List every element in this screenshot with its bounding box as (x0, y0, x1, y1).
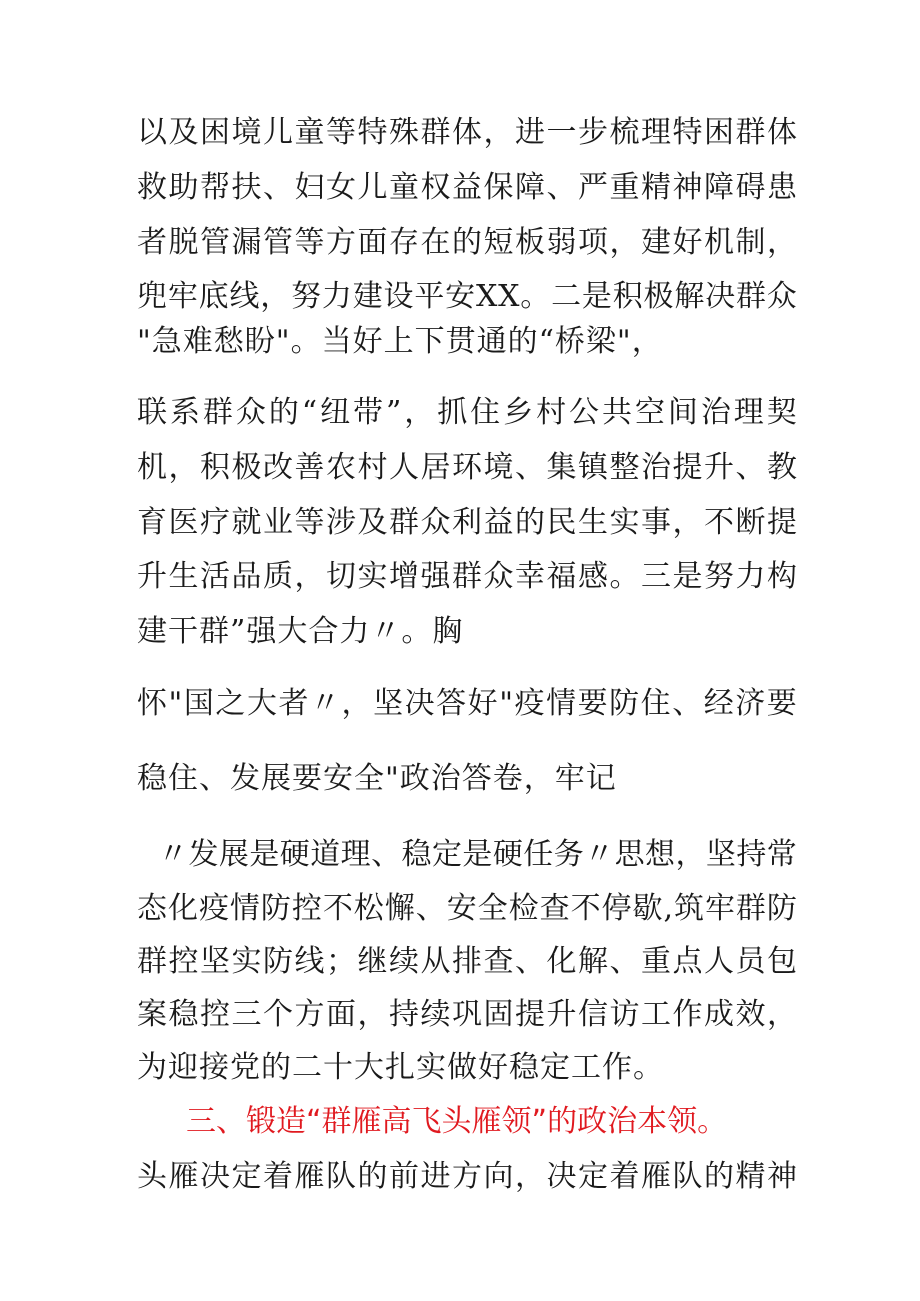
paragraph-line: 建干群”强大合力〃。胸 (137, 614, 464, 649)
paragraph-line: 〃 发 展 是 硬 道 理 、 稳 定 是 硬 任 务 〃 思 想 ， 坚 持 常 (158, 837, 797, 872)
paragraph-line: 头 雁 决 定 着 雁 队 的 前 进 方 向 ， 决 定 着 雁 队 的 精 神 (137, 1159, 797, 1194)
paragraph-line: 机 ， 积 极 改 善 农 村 人 居 环 境 、 集 镇 整 治 提 升 、 教 (137, 450, 797, 485)
paragraph-line: 兜 牢 底 线 ， 努 力 建 设 平 安 X X 。 二 是 积 极 解 决 群 众 (137, 279, 797, 314)
section-heading: 三、锻造“群雁高飞头雁领”的政治本领。 (186, 1104, 728, 1139)
paragraph-line: 救 助 帮 扶 、 妇 女 儿 童 权 益 保 障 、 严 重 精 神 障 碍 患 (137, 170, 797, 205)
paragraph-line: 怀 " 国 之 大 者 〃 ， 坚 决 答 好 " 疫 情 要 防 住 、 经 济 要 (137, 686, 797, 721)
paragraph-line: 者 脱 管 漏 管 等 方 面 存 在 的 短 板 弱 项 ， 建 好 机 制 ， (137, 225, 797, 260)
paragraph-line: 稳住、发展要安全"政治答卷，牢记 (137, 761, 617, 796)
paragraph-line: 以 及 困 境 儿 童 等 特 殊 群 体 ， 进 一 步 梳 理 特 困 群 体 (137, 115, 797, 150)
paragraph-line: 升 生 活 品 质 ， 切 实 增 强 群 众 幸 福 感 。 三 是 努 力 构 (137, 559, 797, 594)
paragraph-line: 联 系 群 众 的 “ 纽 带 ” ， 抓 住 乡 村 公 共 空 间 治 理 契 (137, 395, 797, 430)
paragraph-line: "急难愁盼"。当好上下贯通的“桥梁"， (137, 324, 663, 359)
paragraph-line: 案 稳 控 三 个 方 面 ， 持 续 巩 固 提 升 信 访 工 作 成 效 ， (137, 997, 797, 1032)
paragraph-line: 育 医 疗 就 业 等 涉 及 群 众 利 益 的 民 生 实 事 ， 不 断 提 (137, 505, 797, 540)
paragraph-line: 为迎接党的二十大扎实做好稳定工作。 (137, 1050, 664, 1085)
paragraph-line: 群 控 坚 实 防 线 ； 继 续 从 排 查 、 化 解 、 重 点 人 员 包 (137, 944, 797, 979)
paragraph-line: 态 化 疫 情 防 控 不 松 懈 、 安 全 检 查 不 停 歇 , 筑 牢 群 防 (137, 891, 797, 926)
